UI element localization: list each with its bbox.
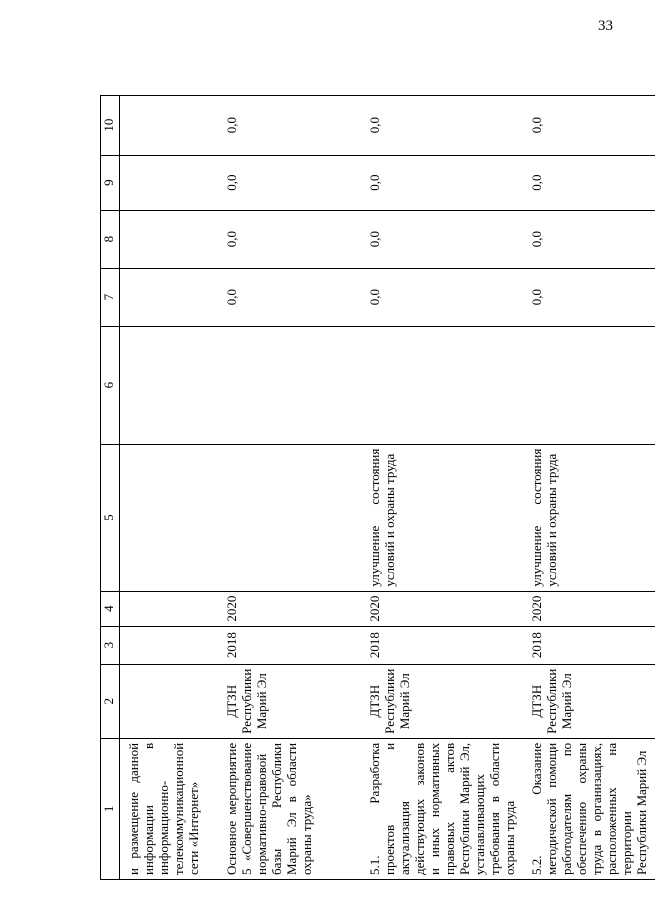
row-start-year: 2018 xyxy=(218,626,361,664)
row-start-year xyxy=(120,626,218,664)
table-header xyxy=(101,95,120,879)
program-table xyxy=(100,95,655,880)
table-row xyxy=(523,95,655,879)
row-measure-text: и размещение данной информации в информационно-телекоммуникационной сети «Интернет» xyxy=(120,738,218,879)
row-value: 0,0 xyxy=(361,268,523,326)
column-header: 3 xyxy=(101,626,120,664)
row-value xyxy=(120,268,218,326)
row-col6 xyxy=(218,326,361,444)
column-header: 7 xyxy=(101,268,120,326)
row-value: 0,0 xyxy=(218,155,361,210)
row-measure-text: 5.1. Разработка проектов и актуализация действующих законов и иных нормативных правовых актов Республики Марий Эл, устанавливающих требования в области охраны труда xyxy=(361,738,523,879)
row-col6 xyxy=(523,326,655,444)
row-measure-text: 5.2. Оказание методической помощи работодателям по обеспечению охраны труда в организациях, расположенных на территории Республики Марий Эл xyxy=(523,738,655,879)
row-executor: ДТЗН Республики Марий Эл xyxy=(361,664,523,738)
row-start-year: 2018 xyxy=(361,626,523,664)
row-value: 0,0 xyxy=(361,210,523,268)
column-header: 1 xyxy=(101,738,120,879)
row-value: 0,0 xyxy=(523,268,655,326)
row-col6 xyxy=(120,326,218,444)
row-executor: ДТЗН Республики Марий Эл xyxy=(218,664,361,738)
column-header: 5 xyxy=(101,444,120,591)
column-header: 6 xyxy=(101,326,120,444)
row-value: 0,0 xyxy=(523,155,655,210)
row-end-year: 2020 xyxy=(218,591,361,626)
row-measure-text: Основное мероприятие 5 «Совершенствование нормативно-правовой базы Республики Марий Эл в области охраны труда» xyxy=(218,738,361,879)
row-value: 0,0 xyxy=(523,210,655,268)
column-header: 9 xyxy=(101,155,120,210)
row-value: 0,0 xyxy=(523,95,655,155)
row-executor: ДТЗН Республики Марий Эл xyxy=(523,664,655,738)
row-value: 0,0 xyxy=(361,155,523,210)
row-value xyxy=(120,210,218,268)
row-end-year: 2020 xyxy=(361,591,523,626)
row-start-year: 2018 xyxy=(523,626,655,664)
row-value: 0,0 xyxy=(361,95,523,155)
row-value: 0,0 xyxy=(218,95,361,155)
row-value: 0,0 xyxy=(218,268,361,326)
row-result xyxy=(218,444,361,591)
row-result: улучшение состояния условий и охраны труда xyxy=(523,444,655,591)
row-col6 xyxy=(361,326,523,444)
row-result xyxy=(120,444,218,591)
column-header: 8 xyxy=(101,210,120,268)
column-header: 10 xyxy=(101,95,120,155)
row-end-year xyxy=(120,591,218,626)
table-row xyxy=(361,95,523,879)
column-header: 4 xyxy=(101,591,120,626)
page-number: 33 xyxy=(598,18,613,34)
row-executor xyxy=(120,664,218,738)
row-end-year: 2020 xyxy=(523,591,655,626)
row-value xyxy=(120,155,218,210)
table-row xyxy=(120,95,218,879)
row-value: 0,0 xyxy=(218,210,361,268)
column-header: 2 xyxy=(101,664,120,738)
row-result: улучшение состояния условий и охраны труда xyxy=(361,444,523,591)
table-row xyxy=(218,95,361,879)
row-value xyxy=(120,95,218,155)
